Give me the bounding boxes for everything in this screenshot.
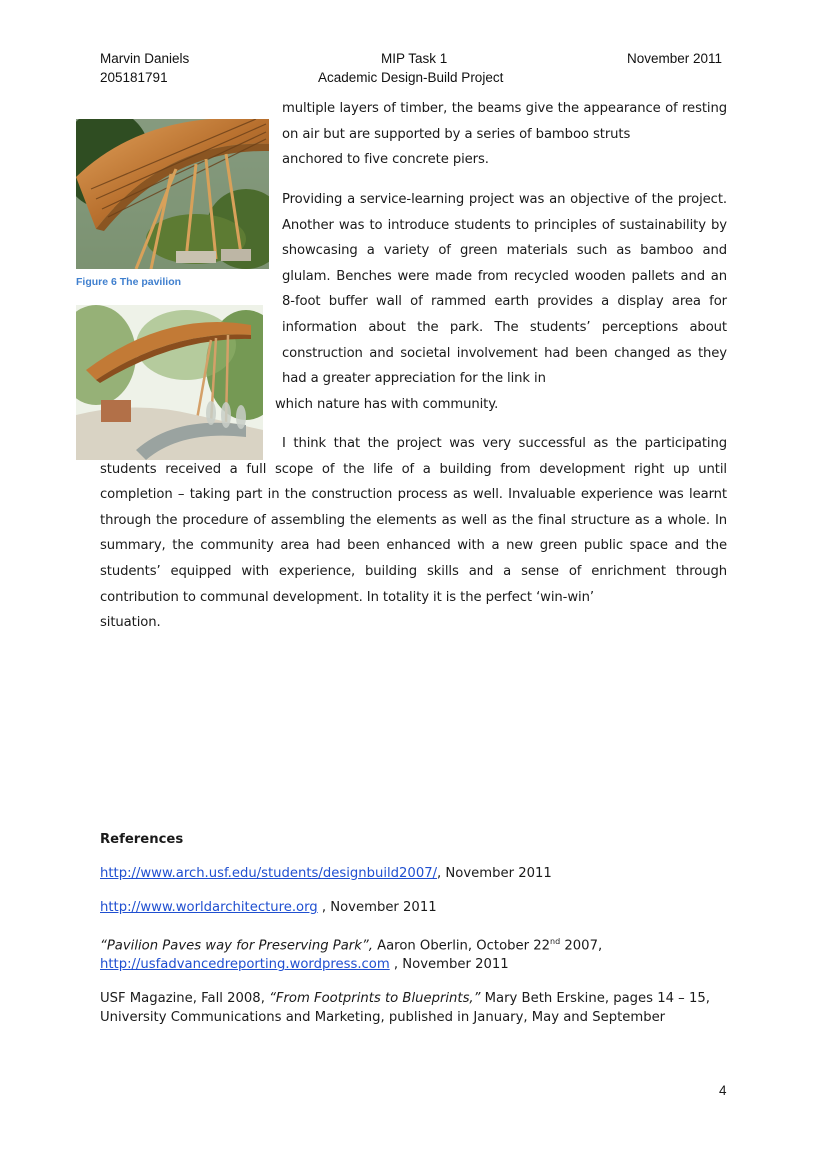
reference-4-title: “From Footprints to Blueprints,” bbox=[269, 991, 481, 1007]
reference-1 bbox=[100, 864, 740, 883]
paragraph-3-rest: students received a full scope of the life of a building from development right up until completion – taking part in the construction process as well. Invaluable experience was learnt through the procedure of assembling the elements as well as the final structure as a whole. In summary, the community area had been enhanced with a new green public space and the students’ equipped with experience, building skills and a sense of enrichment through contribution to communal development. In totality it is the perfect ‘win-win’ bbox=[100, 461, 727, 605]
paragraph-1-last: anchored to five concrete piers. bbox=[282, 152, 489, 168]
reference-3-title: “Pavilion Paves way for Preserving Park”, bbox=[100, 938, 373, 954]
references-section bbox=[100, 830, 740, 1042]
header-date: November 2011 bbox=[627, 51, 723, 66]
figure-caption: Figure 6 The pavilion bbox=[76, 276, 182, 288]
reference-3-author: Aaron Oberlin, October 22 bbox=[372, 938, 551, 954]
reference-4-author: Mary Beth Erskine, pages 14 – 15, bbox=[480, 991, 710, 1007]
paragraph-3-last: situation. bbox=[100, 615, 161, 631]
paragraph-2-last: which nature has with community. bbox=[275, 396, 499, 412]
reference-1-date: , November 2011 bbox=[437, 866, 552, 881]
paragraph-1 bbox=[282, 96, 727, 173]
paragraph-2 bbox=[275, 187, 727, 417]
header-task: MIP Task 1 bbox=[381, 51, 448, 66]
reference-3-year: 2007, bbox=[560, 938, 603, 954]
page-number: 4 bbox=[719, 1083, 727, 1098]
paragraph-2-wrap: Providing a service-learning project was an objective of the project. Another was to introduce students to principles of sustainability by showcasing a variety of green materials such as bamboo and glulam. Benches were made from recycled wooden pallets and an 8-foot buffer wall of rammed earth provides a display area for information about the park. The students’ perceptions about construction and societal involvement had been changed as they had a greater appreciation for the link in bbox=[282, 192, 727, 387]
reference-4-source: USF Magazine, Fall 2008, bbox=[100, 991, 270, 1007]
paragraph-3 bbox=[100, 431, 727, 636]
reference-2-date: , November 2011 bbox=[317, 900, 437, 915]
header-author: Marvin Daniels bbox=[100, 51, 190, 66]
reference-2-link[interactable]: http://www.worldarchitecture.org bbox=[100, 900, 318, 915]
reference-4 bbox=[100, 989, 740, 1027]
references-heading: References bbox=[100, 832, 184, 847]
reference-3-date: , November 2011 bbox=[389, 957, 509, 973]
paragraph-3-first: I think that the project was very successful as the participating bbox=[282, 436, 727, 451]
header-student-id: 205181791 bbox=[100, 70, 168, 85]
pavilion-photo-1-image bbox=[76, 119, 269, 269]
pavilion-photo-1 bbox=[76, 119, 269, 269]
reference-1-link[interactable]: http://www.arch.usf.edu/students/designbuild2007/ bbox=[100, 866, 438, 881]
paragraph-1-wrap: multiple layers of timber, the beams give the appearance of resting on air but are supported by a series of bamboo struts bbox=[282, 101, 727, 142]
reference-3-link[interactable]: http://usfadvancedreporting.wordpress.com bbox=[100, 957, 390, 973]
header-project: Academic Design-Build Project bbox=[318, 70, 504, 85]
reference-4-publisher: University Communications and Marketing, published in January, May and September bbox=[100, 1010, 666, 1026]
reference-2 bbox=[100, 898, 740, 917]
reference-3 bbox=[100, 932, 740, 974]
reference-3-sup: nd bbox=[550, 937, 561, 946]
